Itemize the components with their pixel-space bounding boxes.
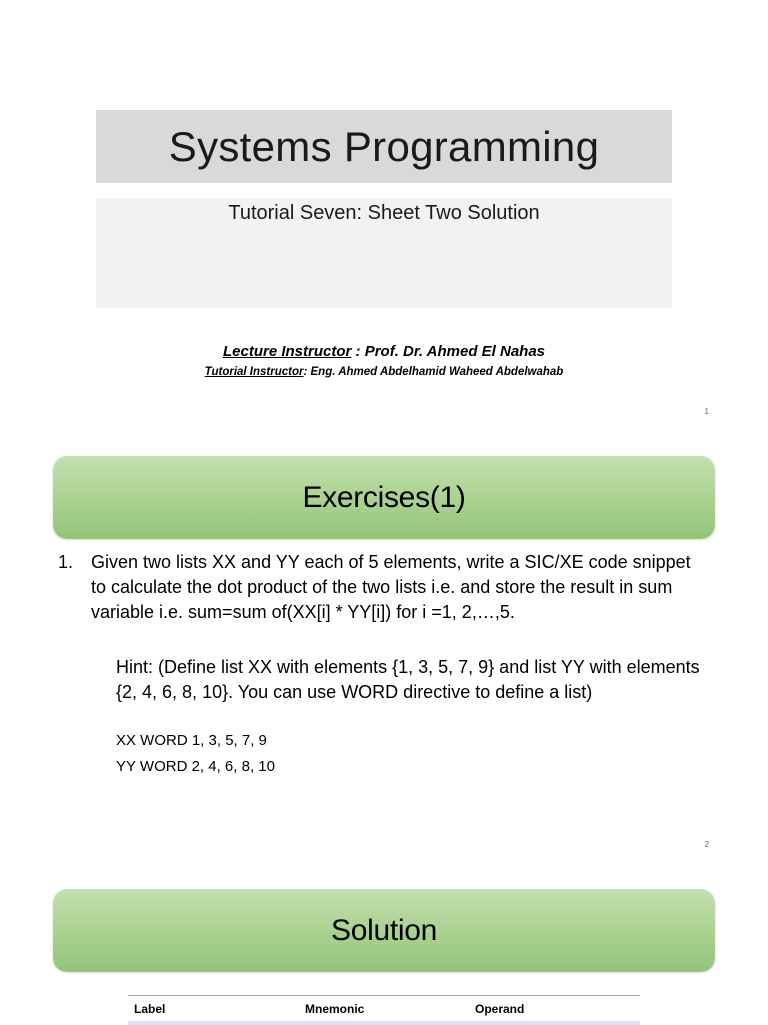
code-line-yy: YY WORD 2, 4, 6, 8, 10 bbox=[116, 758, 275, 775]
item-number: 1. bbox=[58, 552, 74, 572]
tutorial-instructor-sep: : bbox=[303, 366, 311, 378]
exercise-list bbox=[58, 550, 708, 625]
code-line-xx: XX WORD 1, 3, 5, 7, 9 bbox=[116, 732, 267, 749]
slide-title: Systems Programming bbox=[168, 122, 600, 170]
column-header-operand: Operand bbox=[475, 1002, 525, 1016]
title-box bbox=[96, 110, 672, 183]
solution-header bbox=[53, 889, 715, 972]
lecture-instructor-line bbox=[0, 343, 768, 360]
lecture-instructor-name: Prof. Dr. Ahmed El Nahas bbox=[364, 343, 546, 360]
subtitle-box bbox=[96, 198, 672, 308]
column-header-mnemonic: Mnemonic bbox=[305, 1002, 365, 1016]
exercises-heading: Exercises(1) bbox=[302, 480, 466, 514]
page-number: 1 bbox=[704, 407, 709, 416]
tutorial-instructor-label: Tutorial Instructor bbox=[204, 366, 304, 378]
item-text: Given two lists XX and YY each of 5 elements, write a SIC/XE code snippet to calculate the dot product of the two lists i.e. and store the result in sum variable i.e. sum=sum of(XX[i] * YY[i]) for i =1, 2,…,5. bbox=[91, 552, 691, 622]
page-number: 2 bbox=[704, 840, 709, 849]
tutorial-instructor-line bbox=[0, 366, 768, 378]
column-header-label: Label bbox=[134, 1002, 166, 1016]
lecture-instructor-sep: : bbox=[351, 343, 365, 360]
solution-table-header bbox=[128, 995, 640, 1025]
lecture-instructor-label: Lecture Instructor bbox=[222, 343, 352, 360]
hint-text: Hint: (Define list XX with elements {1, 3, 5, 7, 9} and list YY with elements {2, 4, 6, 8, 10}. You can use WORD directive to define a list) bbox=[116, 657, 700, 702]
tutorial-instructor-name: Eng. Ahmed Abdelhamid Waheed Abdelwahab bbox=[310, 366, 564, 378]
exercises-header bbox=[53, 456, 715, 539]
slide-subtitle: Tutorial Seven: Sheet Two Solution bbox=[228, 202, 540, 224]
slide-1 bbox=[0, 0, 768, 432]
solution-heading: Solution bbox=[330, 913, 437, 947]
list-item bbox=[58, 550, 708, 625]
